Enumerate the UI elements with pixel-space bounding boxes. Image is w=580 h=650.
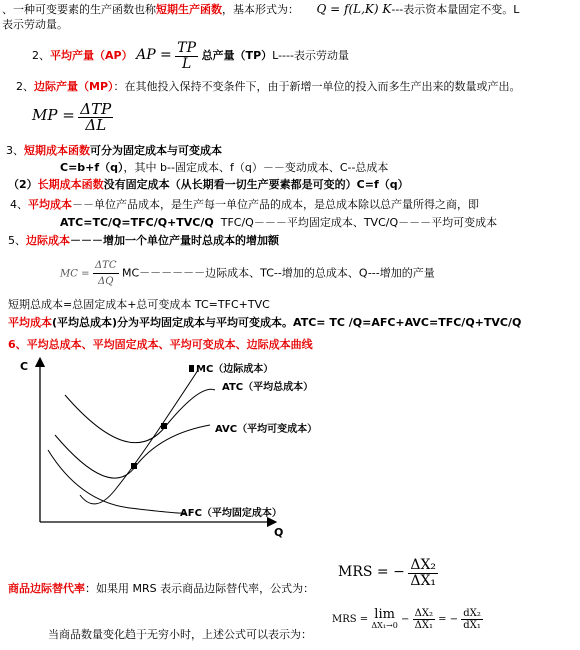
line-atc-formula: ATC=TC/Q=TFC/Q+TVC/Q TFC/Q－－－平均固定成本、TVC/Q－－－平均可变成本 [60, 216, 498, 229]
term-marginal-rate-of-substitution: 商品边际替代率 [8, 582, 85, 595]
term-average-product: 平均产量（AP） [50, 49, 133, 62]
line-cost-formula: C=b+f（q），其中 b--固定成本、f（q）－－变动成本、C--总成本 [60, 161, 389, 174]
formula-production: Q = f(L,K) K [316, 2, 392, 16]
atc-min-point [161, 423, 167, 429]
afc-curve [48, 450, 185, 513]
mp-formula: MP = $\frac{\text{ΔTP}}{\Delta L}$ [32, 99, 112, 134]
term-short-run-production-function: 短期生产函数 [156, 3, 222, 16]
term-short-run-cost-function: 短期成本函数 [24, 144, 90, 157]
afc-label: AFC（平均固定成本） [180, 508, 282, 519]
atc-curve [65, 389, 215, 442]
term-long-run-cost-function: 长期成本函数 [37, 178, 104, 191]
line-mrs-definition: 商品边际替代率：如果用 MRS 表示商品边际替代率，公式为： [8, 582, 315, 595]
mrs-limit-formula: MRS = lim ΔX₁→0 − $\frac{\text{ΔX₂}}{\text{ΔX₁}}$ = − $\frac{\text{dX₂}}{\text{dX₁}}$ [332, 606, 481, 631]
line-long-run-cost: （2）长期成本函数没有固定成本（从长期看一切生产要素都是可变的）C=f（q） [8, 178, 409, 191]
line-cost-curves-title: 6、平均总成本、平均固定成本、平均可变成本、边际成本曲线 [8, 338, 313, 351]
line-production-function: 、一种可变要素的生产函数也称短期生产函数，基本形式为： Q = f(L,K) K---表示资本量固定不变。L [2, 2, 520, 16]
line-labor-def: 表示劳动量。 [2, 18, 68, 31]
term-average-cost: 平均成本 [28, 198, 72, 211]
mrs-formula: MRS = − $\frac{\text{ΔX₂}}{\text{ΔX₁}}$ [338, 556, 437, 589]
line-average-product: 2、平均产量（AP） AP = $\frac{TP}{L}$ 总产量（TP）L----表示劳动量 [32, 39, 349, 72]
avc-curve [55, 425, 210, 478]
avc-min-point [131, 463, 137, 469]
mp-fraction: $\frac{\text{ΔTP}}{\Delta L}$ [80, 99, 112, 134]
line-infinitesimal: 当商品数量变化趋于无穷小时，上述公式可以表示为： [48, 628, 312, 641]
ap-fraction: $\frac{TP}{L}$ [177, 39, 197, 72]
mc-fraction: $\frac{\text{ΔTC}}{\Delta Q}$ [94, 260, 117, 287]
line-average-cost: 4、平均成本－－单位产品成本，是生产每一单位产品的成本，是总成本除以总产量所得之商，即 [10, 198, 479, 211]
y-axis-label: C [20, 360, 29, 373]
line-short-run-total-cost: 短期总成本=总固定成本+总可变成本 TC=TFC+TVC [8, 298, 270, 311]
mc-label: MC（边际成本） [196, 364, 274, 375]
mc-marker [189, 365, 194, 372]
mrs-fraction: $\frac{\text{ΔX₂}}{\text{ΔX₁}}$ [410, 556, 437, 589]
avc-label: AVC（平均可变成本） [215, 424, 318, 435]
atc-label: ATC（平均总成本） [222, 382, 314, 393]
cost-curves-diagram [0, 350, 580, 550]
line-short-run-cost: 3、短期成本函数可分为固定成本与可变成本 [6, 144, 222, 157]
mc-curve [80, 370, 198, 504]
mc-formula: MC = $\frac{\text{ΔTC}}{\Delta Q}$ MC－－－－－－边际成本、TC--增加的总成本、Q---增加的产量 [60, 260, 435, 287]
line-marginal-cost: 5、边际成本－－－增加一个单位产量时总成本的增加额 [8, 234, 279, 247]
line-average-cost-split: 平均成本(平均总成本)分为平均固定成本与平均可变成本。ATC= TC /Q=AFC+AVC=TFC/Q+TVC/Q [8, 316, 522, 329]
term-marginal-product: 边际产量（MP） [34, 80, 114, 93]
line-marginal-product: 2、边际产量（MP）：在其他投入保持不变条件下，由于新增一单位的投入而多生产出来的数量或产出。 [16, 80, 521, 93]
x-axis-label: Q [274, 526, 284, 539]
term-marginal-cost: 边际成本 [26, 234, 70, 247]
